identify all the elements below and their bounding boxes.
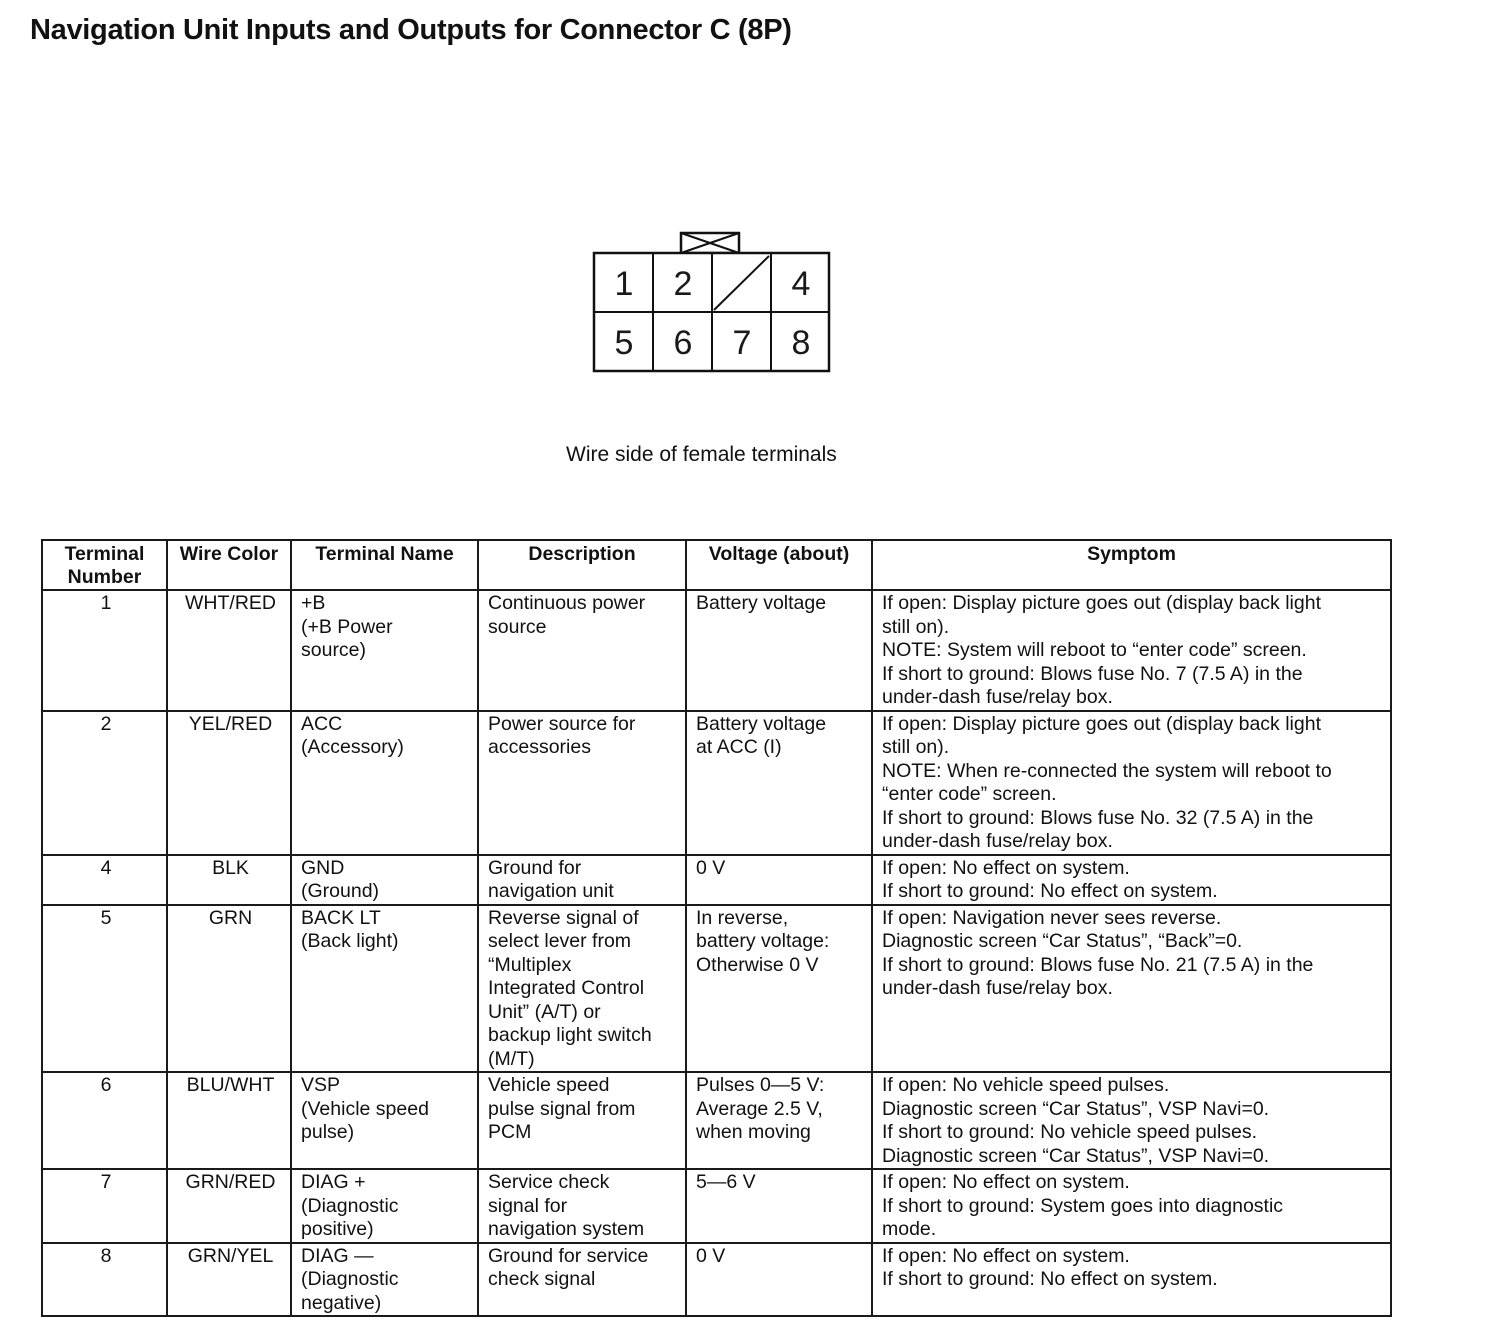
cell-terminal-name-line: pulse) [301, 1121, 355, 1143]
cell-symptom-line: still on). [882, 736, 950, 758]
cell-wire-color [167, 590, 291, 711]
cell-wire-color [167, 711, 291, 855]
cell-terminal-name-line: DIAG — [301, 1244, 374, 1267]
cell-voltage [686, 855, 872, 905]
cell-description-line: accessories [488, 736, 591, 758]
cell-description-line: Vehicle speed [488, 1074, 610, 1096]
cell-wire-color [167, 1243, 291, 1317]
cell-voltage [686, 590, 872, 711]
cell-description-line: source [488, 615, 547, 638]
table-row [42, 590, 1391, 711]
cell-description [478, 590, 686, 711]
cell-terminal-name [291, 1072, 478, 1169]
cell-symptom-line: “enter code” screen. [882, 783, 1057, 805]
cell-terminal-number-line: 6 [100, 1074, 112, 1096]
cell-symptom-line: If open: No effect on system. [882, 1171, 1130, 1193]
cell-terminal-name [291, 711, 478, 855]
header-terminal-number: Terminal Number [42, 540, 167, 590]
header-wire-color: Wire Color [167, 540, 291, 590]
connector-pin-1: 1 [614, 265, 634, 303]
cell-voltage-line: 5—6 V [696, 1171, 756, 1193]
cell-symptom-line: If open: Navigation never sees reverse. [882, 906, 1222, 929]
cell-description [478, 1243, 686, 1317]
cell-symptom-line: If open: No effect on system. [882, 1244, 1130, 1267]
table-body [42, 590, 1391, 1316]
cell-wire-color [167, 1072, 291, 1169]
cell-description-line: check signal [488, 1268, 596, 1290]
cell-terminal-number [42, 1169, 167, 1243]
cell-wire-color-line: WHT/RED [185, 592, 276, 614]
cell-terminal-name-line: GND [301, 856, 345, 879]
cell-voltage [686, 711, 872, 855]
cell-description-line: (M/T) [488, 1047, 535, 1070]
cell-description-line: signal for [488, 1194, 568, 1217]
cell-voltage-line: 0 V [696, 856, 726, 879]
cell-terminal-number [42, 905, 167, 1073]
cell-symptom [872, 711, 1391, 855]
cell-voltage-line: at ACC (I) [696, 736, 782, 758]
cell-wire-color-line: BLK [212, 856, 249, 879]
cell-voltage-line: battery voltage: [696, 930, 830, 952]
cell-voltage-line: Otherwise 0 V [696, 953, 819, 976]
cell-description-line: navigation unit [488, 880, 614, 902]
cell-terminal-name-line: (Diagnostic [301, 1194, 399, 1217]
cell-symptom [872, 1243, 1391, 1317]
connector-diagram [592, 231, 832, 375]
header-terminal-name: Terminal Name [291, 540, 478, 590]
cell-terminal-name-line: VSP [301, 1074, 341, 1096]
cell-voltage-line: 0 V [696, 1244, 726, 1267]
table-row [42, 1243, 1391, 1317]
cell-symptom [872, 590, 1391, 711]
cell-symptom-line: If short to ground: No effect on system. [882, 880, 1218, 902]
cell-description-line: select lever from [488, 930, 632, 952]
connector-pin-2: 2 [673, 265, 693, 303]
cell-terminal-name-line: positive) [301, 1218, 374, 1240]
cell-terminal-number [42, 855, 167, 905]
cell-description-line: Ground for [488, 856, 582, 879]
cell-description [478, 1169, 686, 1243]
cell-terminal-name-line: (Ground) [301, 880, 380, 902]
connector-caption: Wire side of female terminals [566, 443, 837, 466]
cell-terminal-name-line: (Back light) [301, 930, 399, 952]
header-symptom: Symptom [872, 540, 1391, 590]
cell-terminal-number [42, 590, 167, 711]
cell-symptom [872, 1169, 1391, 1243]
cell-description-line: navigation system [488, 1218, 645, 1240]
page-title: Navigation Unit Inputs and Outputs for Connector C (8P) [30, 14, 792, 46]
cell-description-line: Unit” (A/T) or [488, 1000, 601, 1023]
cell-symptom [872, 855, 1391, 905]
cell-symptom [872, 1072, 1391, 1169]
cell-symptom-line: If open: Display picture goes out (display back light [882, 712, 1321, 735]
cell-wire-color [167, 905, 291, 1073]
cell-description-line: “Multiplex [488, 953, 572, 976]
cell-wire-color-line: GRN/YEL [187, 1244, 274, 1267]
cell-description-line: pulse signal from [488, 1097, 636, 1120]
cell-symptom-line: mode. [882, 1218, 937, 1240]
header-description: Description [478, 540, 686, 590]
cell-terminal-name [291, 590, 478, 711]
terminal-table [41, 539, 1392, 1317]
cell-description [478, 905, 686, 1073]
cell-terminal-name [291, 905, 478, 1073]
cell-description-line: Continuous power [488, 592, 646, 614]
cell-terminal-number [42, 711, 167, 855]
cell-terminal-number-line: 4 [100, 856, 112, 879]
cell-terminal-name-line: (Diagnostic [301, 1268, 399, 1290]
cell-terminal-name [291, 1243, 478, 1317]
cell-terminal-number-line: 5 [100, 906, 112, 929]
cell-symptom-line: under-dash fuse/relay box. [882, 977, 1113, 999]
cell-voltage-line: Battery voltage [696, 712, 827, 735]
cell-symptom-line: under-dash fuse/relay box. [882, 830, 1113, 852]
cell-description [478, 1072, 686, 1169]
cell-voltage-line: Average 2.5 V, [696, 1097, 823, 1120]
cell-terminal-name-line: ACC [301, 712, 343, 735]
connector-pin-6: 6 [673, 324, 693, 362]
cell-symptom-line: If open: Display picture goes out (display back light [882, 592, 1321, 614]
cell-wire-color [167, 855, 291, 905]
cell-terminal-number-line: 7 [100, 1171, 112, 1193]
cell-wire-color-line: GRN/RED [185, 1171, 276, 1193]
cell-description [478, 711, 686, 855]
cell-symptom-line: under-dash fuse/relay box. [882, 686, 1113, 708]
cell-voltage [686, 1243, 872, 1317]
connector-pin-8: 8 [791, 324, 811, 362]
cell-voltage [686, 905, 872, 1073]
connector-pin-4: 4 [791, 265, 811, 303]
table-row [42, 1169, 1391, 1243]
cell-wire-color-line: GRN [208, 906, 253, 929]
cell-wire-color [167, 1169, 291, 1243]
cell-voltage-line: when moving [696, 1121, 811, 1143]
cell-symptom-line: If open: No vehicle speed pulses. [882, 1074, 1170, 1096]
cell-terminal-name [291, 855, 478, 905]
cell-symptom-line: If short to ground: Blows fuse No. 21 (7.5 A) in the [882, 953, 1314, 976]
cell-wire-color-line: YEL/RED [188, 712, 273, 735]
cell-terminal-number-line: 2 [100, 712, 112, 735]
cell-voltage-line: Battery voltage [696, 592, 827, 614]
cell-symptom-line: NOTE: System will reboot to “enter code” screen. [882, 639, 1307, 661]
cell-terminal-name-line: (Accessory) [301, 736, 404, 758]
cell-symptom-line: Diagnostic screen “Car Status”, VSP Navi=0. [882, 1097, 1270, 1120]
cell-terminal-name-line: source) [301, 639, 367, 661]
cell-symptom-line: If short to ground: System goes into diagnostic [882, 1194, 1284, 1217]
cell-description [478, 855, 686, 905]
cell-description-line: PCM [488, 1121, 532, 1143]
cell-voltage [686, 1072, 872, 1169]
table-row [42, 711, 1391, 855]
cell-terminal-name-line: DIAG + [301, 1171, 366, 1193]
cell-terminal-name-line: BACK LT [301, 906, 381, 929]
cell-terminal-number [42, 1243, 167, 1317]
cell-description-line: backup light switch [488, 1024, 652, 1046]
cell-terminal-number-line: 1 [100, 592, 112, 614]
cell-terminal-name [291, 1169, 478, 1243]
cell-description-line: Ground for service [488, 1244, 649, 1267]
table-row [42, 855, 1391, 905]
cell-terminal-name-line: negative) [301, 1291, 382, 1314]
cell-terminal-name-line: (+B Power [301, 615, 393, 638]
cell-symptom-line: Diagnostic screen “Car Status”, “Back”=0. [882, 930, 1243, 952]
cell-description-line: Service check [488, 1171, 610, 1193]
cell-symptom-line: still on). [882, 615, 950, 638]
cell-terminal-number-line: 8 [100, 1244, 112, 1267]
cell-symptom-line: NOTE: When re-connected the system will reboot to [882, 759, 1332, 782]
connector-pin-5: 5 [614, 324, 634, 362]
cell-terminal-name-line: (Vehicle speed [301, 1097, 429, 1120]
cell-description-line: Power source for [488, 712, 636, 735]
cell-symptom [872, 905, 1391, 1073]
cell-terminal-name-line: +B [301, 592, 326, 614]
header-voltage: Voltage (about) [686, 540, 872, 590]
cell-description-line: Integrated Control [488, 977, 645, 999]
table-row [42, 1072, 1391, 1169]
cell-description-line: Reverse signal of [488, 906, 639, 929]
cell-voltage-line: Pulses 0—5 V: [696, 1074, 825, 1096]
cell-symptom-line: If short to ground: No effect on system. [882, 1268, 1218, 1290]
table-row [42, 905, 1391, 1073]
table-header-row [42, 540, 1391, 590]
cell-wire-color-line: BLU/WHT [186, 1074, 275, 1096]
cell-symptom-line: If short to ground: Blows fuse No. 32 (7.5 A) in the [882, 806, 1314, 829]
cell-voltage [686, 1169, 872, 1243]
cell-symptom-line: Diagnostic screen “Car Status”, VSP Navi=0. [882, 1144, 1270, 1167]
cell-symptom-line: If open: No effect on system. [882, 856, 1130, 879]
connector-pin-7: 7 [732, 324, 752, 362]
cell-terminal-number [42, 1072, 167, 1169]
cell-voltage-line: In reverse, [696, 906, 789, 929]
cell-symptom-line: If short to ground: Blows fuse No. 7 (7.5 A) in the [882, 662, 1303, 685]
cell-symptom-line: If short to ground: No vehicle speed pulses. [882, 1121, 1258, 1143]
